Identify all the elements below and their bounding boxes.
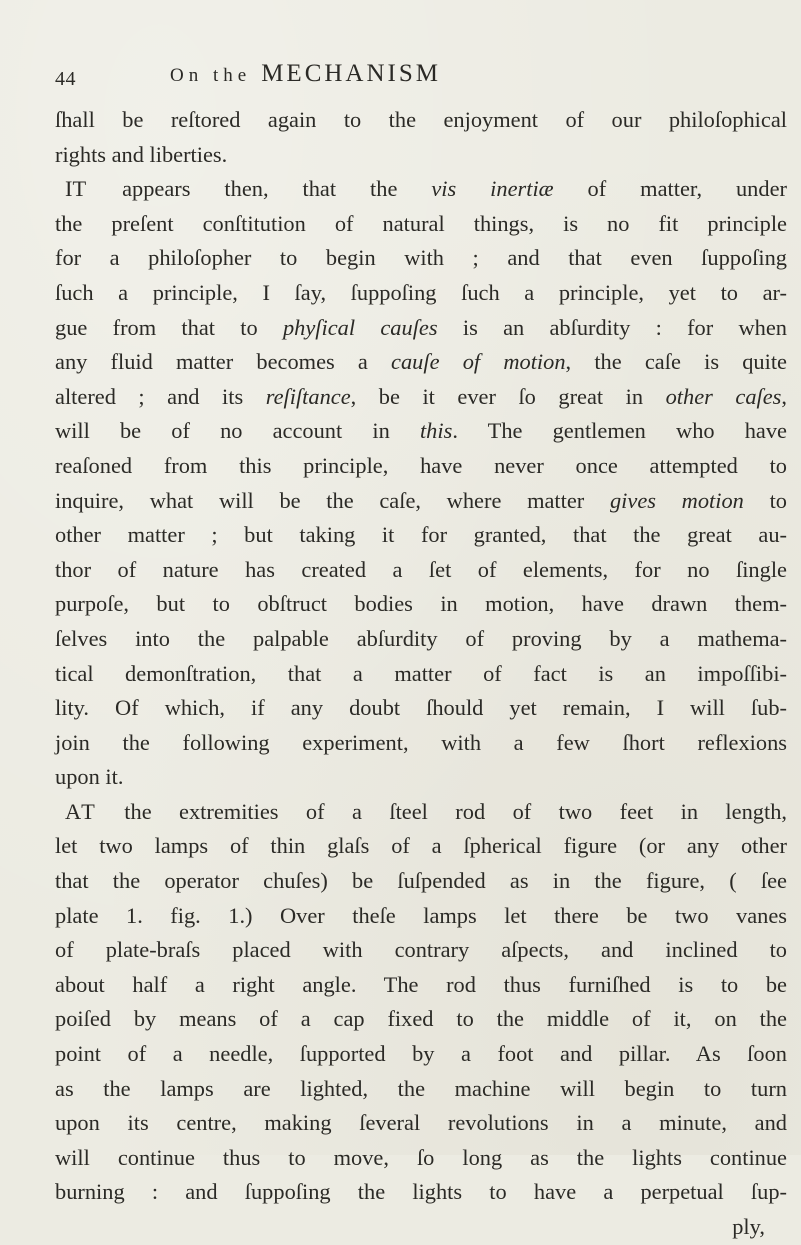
running-title-small: On the (170, 65, 252, 86)
text-line: ſhall be reſtored again to the enjoyment of our philoſophical (55, 107, 787, 132)
text-line: upon it. (55, 764, 124, 790)
text-line: purpoſe, but to obſtruct bodies in motion, have drawn them- (55, 591, 787, 617)
text-line: altered ; and its reſiſtance, be it ever ſo great in other caſes, (55, 383, 787, 409)
text-line: for a philoſopher to begin with ; and that even ſuppoſing (55, 245, 787, 271)
text-line: plate 1. fig. 1.) Over theſe lamps let there be two vanes (55, 902, 787, 928)
drop-initial: I (65, 176, 73, 202)
text-line: that the operator chuſes) be ſuſpended as in the figure, ( ſee (55, 868, 787, 894)
running-title (170, 60, 441, 88)
running-title-large: MECHANISM (261, 60, 441, 87)
text-line: will continue thus to move, ſo long as the lights continue (55, 1144, 787, 1170)
text-line: ſelves into the palpable abſurdity of proving by a mathema- (55, 625, 787, 651)
text-line: other matter ; but taking it for granted, that the great au- (55, 522, 787, 548)
text-line: inquire, what will be the caſe, where matter gives motion to (55, 487, 787, 513)
catchword: ply, (732, 1214, 765, 1239)
text-line: reaſoned from this principle, have never once attempted to (55, 452, 787, 478)
text-line: point of a needle, ſupported by a foot and pillar. As ſoon (55, 1041, 787, 1067)
running-header (55, 60, 745, 94)
text-line: join the following experiment, with a few ſhort reflexions (55, 729, 787, 755)
text-line: upon its centre, making ſeveral revolutions in a minute, and (55, 1110, 787, 1136)
text-line: as the lamps are lighted, the machine will begin to turn (55, 1075, 787, 1101)
body-text (55, 103, 787, 1245)
text-line: gue from that to phyſical cauſes is an abſurdity : for when (55, 314, 787, 340)
text-line: will be of no account in this. The gentlemen who have (55, 418, 787, 444)
text-line: thor of nature has created a ſet of elements, for no ſingle (55, 556, 787, 582)
text-line: of plate-braſs placed with contrary aſpects, and inclined to (55, 937, 787, 963)
text-line: ſuch a principle, I ſay, ſuppoſing ſuch a principle, yet to ar- (55, 279, 787, 305)
text-line: burning : and ſuppoſing the lights to have a perpetual ſup- (55, 1179, 787, 1205)
text-line: the preſent conſtitution of natural things, is no fit principle (55, 210, 787, 236)
drop-initial: A (65, 798, 82, 824)
text-line: tical demonſtration, that a matter of fact is an impoſſibi- (55, 660, 787, 686)
page-number: 44 (55, 68, 76, 90)
text-line: poiſed by means of a cap fixed to the middle of it, on the (55, 1006, 787, 1032)
text-line: lity. Of which, if any doubt ſhould yet remain, I will ſub- (55, 695, 787, 721)
text-line: rights and liberties. (55, 141, 228, 167)
text-line: IT appears then, that the vis inertiæ of matter, under (65, 176, 787, 202)
text-line: about half a right angle. The rod thus furniſhed is to be (55, 971, 787, 997)
text-line: any fluid matter becomes a cauſe of motion, the caſe is quite (55, 349, 787, 375)
text-line: let two lamps of thin glaſs of a ſpherical figure (or any other (55, 833, 787, 859)
text-line: AT the extremities of a ſteel rod of two feet in length, (65, 798, 787, 824)
